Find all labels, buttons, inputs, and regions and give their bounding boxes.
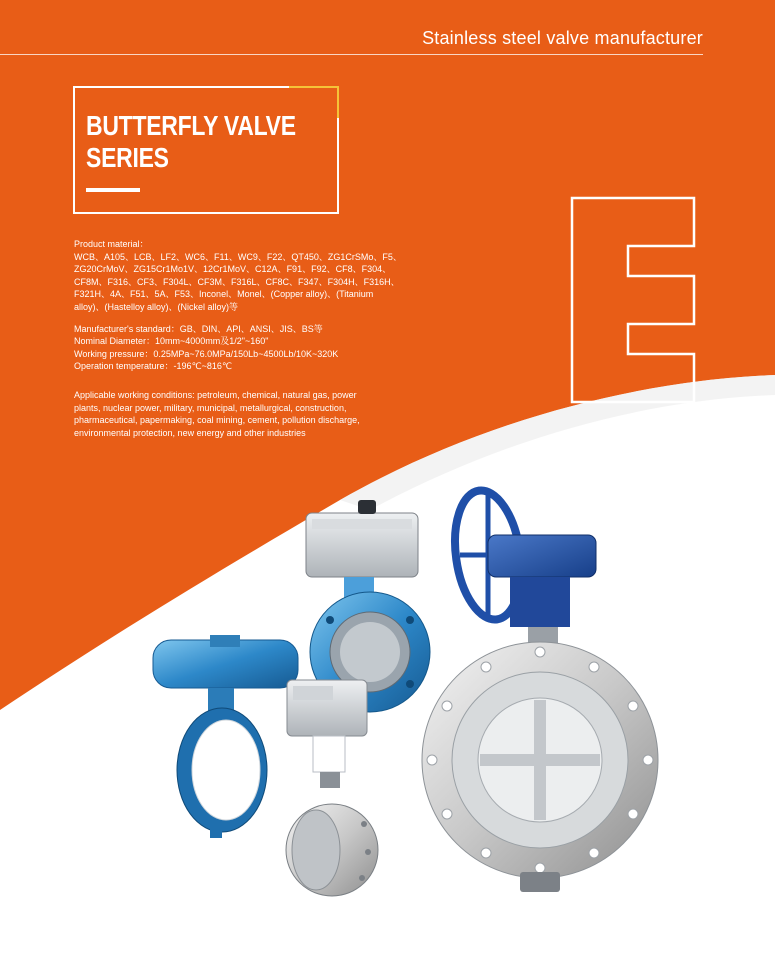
spec-pressure: Working pressure：0.25MPa~76.0MPa/150Lb~4500Lb/10K~320K: [74, 348, 339, 359]
gear-operated-triple-offset-butterfly-valve: [422, 486, 658, 892]
conditions-line: Applicable working conditions: petroleum, chemical, natural gas, power: [74, 389, 357, 400]
material-line: F321H、4A、F51、5A、F53、Inconel、Monel、(Copper alloy)、(Titanium: [74, 289, 374, 300]
series-title-line2: SERIES: [86, 142, 169, 173]
header-tagline: Stainless steel valve manufacturer: [422, 28, 703, 48]
conditions-line: pharmaceutical, papermaking, coal mining, cement, pollution discharge,: [74, 415, 360, 426]
pneumatic-butterfly-valve: [153, 635, 298, 838]
spec-standard: Manufacturer's standard：GB、DIN、API、ANSI、JIS、BS等: [74, 323, 323, 334]
material-line: WCB、A105、LCB、LF2、WC6、F11、WC9、F22、QT450、ZG1CrSMo、F5、: [74, 251, 402, 262]
spec-temperature: Operation temperature：-196℃~816℃: [74, 361, 233, 372]
conditions-line: plants, nuclear power, military, municipal, metallurgical, construction,: [74, 402, 347, 413]
series-title-line1: BUTTERFLY VALVE: [86, 110, 296, 141]
material-line: CF8M、F316、CF3、F304L、CF3M、F316L、CF8C、F347、F304H、F316H、: [74, 276, 400, 287]
material-label: Product material：: [74, 239, 149, 249]
conditions-line: environmental protection, new energy and other industries: [74, 427, 306, 438]
spec-diameter: Nominal Diameter：10mm~4000mm及1/2"~160": [74, 336, 269, 347]
material-line: ZG20CrMoV、ZG15Cr1Mo1V、12Cr1MoV、C12A、F91、F92、CF8、F304、: [74, 264, 392, 275]
electric-butterfly-valve: [286, 680, 378, 896]
material-line: alloy)、(Hastelloy alloy)、(Nickel alloy)等: [74, 301, 239, 312]
